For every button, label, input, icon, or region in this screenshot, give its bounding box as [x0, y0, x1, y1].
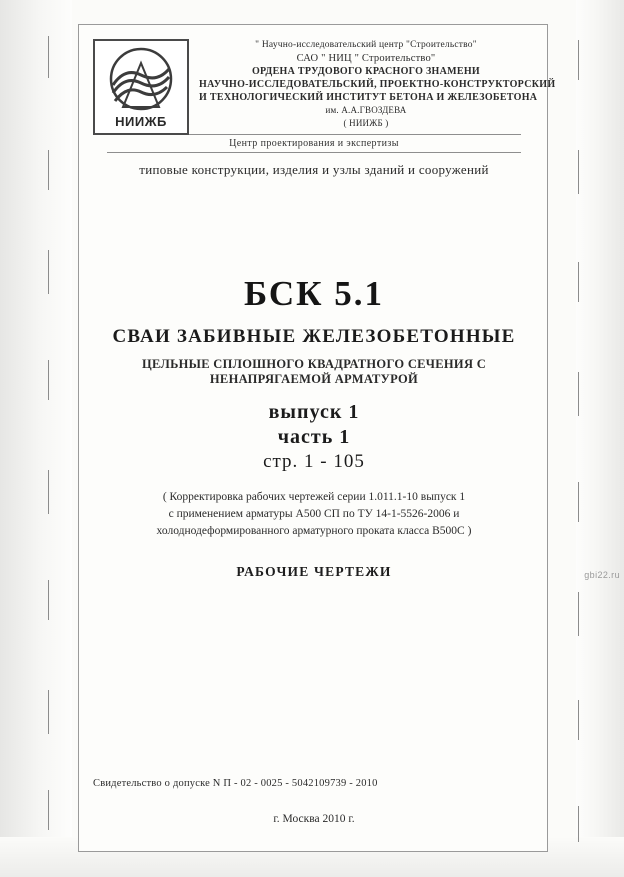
header-organization-lines	[199, 37, 556, 130]
header-line-2: САО " НИЦ " Строительство"	[296, 53, 436, 64]
working-drawings-label: РАБОЧИЕ ЧЕРТЕЖИ	[236, 564, 392, 579]
scan-edge-left	[0, 0, 72, 877]
scan-edge-right	[576, 0, 624, 877]
header-line-7: ( НИИЖБ )	[343, 118, 389, 128]
niizhb-logo	[93, 39, 189, 135]
document-part: часть 1	[277, 426, 351, 448]
document-pages: стр. 1 - 105	[263, 451, 365, 472]
header-line-3: ОРДЕНА ТРУДОВОГО КРАСНОГО ЗНАМЕНИ	[251, 66, 481, 77]
document-name: СВАИ ЗАБИВНЫЕ ЖЕЛЕЗОБЕТОННЫЕ	[112, 326, 516, 347]
document-sheet	[78, 24, 556, 852]
note-line-2: с применением арматуры А500 СП по ТУ 14-1-5526-2006 и	[168, 508, 460, 520]
document-code: БСК 5.1	[243, 274, 385, 313]
title-block	[85, 274, 543, 580]
header-line-5: И ТЕХНОЛОГИЧЕСКИЙ ИНСТИТУТ БЕТОНА И ЖЕЛЕЗОБЕТОНА	[199, 92, 538, 103]
header-divider-bottom	[107, 152, 521, 153]
header-subject: типовые конструкции, изделия и узлы зданий и сооружений	[139, 162, 489, 177]
logo-label: НИИЖБ	[115, 114, 167, 129]
watermark: gbi22.ru	[584, 570, 620, 580]
document-description: ЦЕЛЬНЫЕ СПЛОШНОГО КВАДРАТНОГО СЕЧЕНИЯ С НЕНАПРЯГАЕМОЙ АРМАТУРОЙ	[141, 357, 487, 386]
document-note	[85, 489, 543, 540]
document-header	[85, 31, 556, 178]
header-line-6: им. А.А.ГВОЗДЕВА	[325, 105, 407, 115]
header-center-department: Центр проектирования и экспертизы	[229, 138, 399, 149]
header-line-1: " Научно-исследовательский центр "Строительство"	[255, 40, 477, 50]
city-year-line: г. Москва 2010 г.	[273, 813, 355, 825]
note-line-1: ( Корректировка рабочих чертежей серии 1.011.1-10 выпуск 1	[162, 491, 466, 503]
certificate-line: Свидетельство о допуске N П - 02 - 0025 - 5042109739 - 2010	[93, 778, 378, 789]
note-line-3: холоднодеформированного арматурного проката класса В500С )	[156, 525, 472, 537]
document-issue: выпуск 1	[268, 401, 360, 423]
header-line-4: НАУЧНО-ИССЛЕДОВАТЕЛЬСКИЙ, ПРОЕКТНО-КОНСТРУКТОРСКИЙ	[199, 79, 556, 90]
